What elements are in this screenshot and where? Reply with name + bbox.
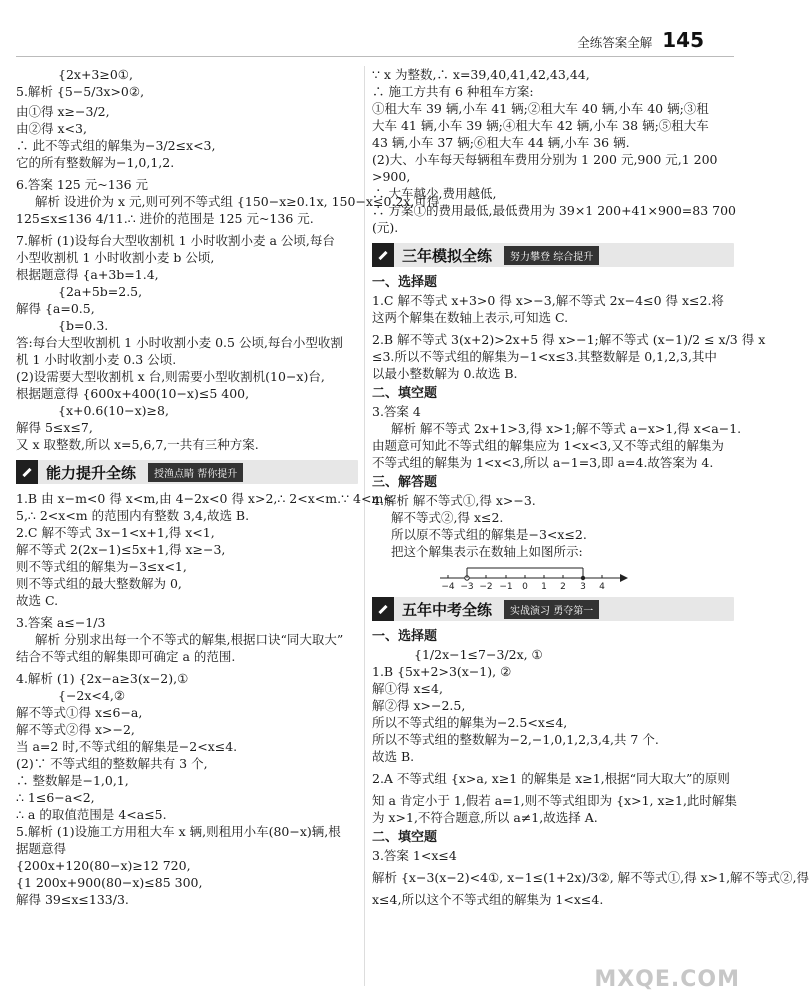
- text-line: 根据题意得 {600x+400(10−x)≤5 400,: [16, 386, 250, 401]
- tick-label: 0: [522, 582, 528, 592]
- text-line: 解②得 x>−2.5,: [372, 698, 466, 713]
- text-line: 答:每台大型收割机 1 小时收割小麦 0.5 公顷,每台小型收割: [16, 335, 343, 350]
- pencil-icon: [372, 243, 394, 267]
- text-line: 当 a=2 时,不等式组的解集是−2<x≤4.: [16, 739, 238, 754]
- text-line: {200x+120(80−x)≥12 720,: [16, 858, 191, 873]
- text-line: 大车 41 辆,小车 39 辆;④租大车 42 辆,小车 38 辆;⑤租大车: [372, 118, 709, 133]
- text-line: {b=0.3.: [58, 318, 109, 333]
- subsection-heading: 一、选择题: [372, 629, 438, 644]
- header-rule: [16, 56, 734, 57]
- text-line: 1.B 由 x−m<0 得 x<m,由 4−2x<0 得 x>2,∴ 2<x<m.∵ 4<m<: [16, 491, 394, 506]
- banner-title: 能力提升全练: [46, 463, 137, 482]
- text-line: {−2x<4,②: [58, 688, 126, 703]
- tick-label: 1: [541, 582, 547, 592]
- text-line: 2.C 解不等式 3x−1<x+1,得 x<1,: [16, 525, 215, 540]
- text-line: 5.解析 {5−5/3x>0②,: [16, 84, 145, 99]
- text-line: {1/2x−1≤7−3/2x, ①: [414, 647, 543, 662]
- tick-label: −1: [499, 582, 513, 592]
- text-line: ≤3.所以不等式组的解集为−1<x≤3.其整数解是 0,1,2,3,其中: [372, 349, 717, 364]
- text-line: 7.解析 (1)设每台大型收割机 1 小时收割小麦 a 公顷,每台: [16, 233, 335, 248]
- text-line: 结合不等式组的解集即可确定 a 的范围.: [16, 649, 236, 664]
- text-line: ∴ 方案①的费用最低,最低费用为 39×1 200+41×900=83 700: [372, 203, 737, 218]
- text-line: 所以原不等式组的解集是−3<x≤2.: [391, 527, 587, 542]
- text-line: 由题意可知此不等式组的解集应为 1<x<3,又不等式组的解集为: [372, 438, 724, 453]
- text-line: x≤4,所以这个不等式组的解集为 1<x≤4.: [372, 892, 604, 907]
- banner-title: 三年模拟全练: [402, 246, 493, 265]
- text-line: ∴ 大车越少,费用越低,: [372, 186, 497, 201]
- banner-subtitle: 努力攀登 综合提升: [504, 246, 599, 265]
- text-line: ①租大车 39 辆,小车 41 辆;②租大车 40 辆,小车 40 辆;③租: [372, 101, 709, 116]
- text-line: 则不等式组的解集为−3≤x<1,: [16, 559, 187, 574]
- text-line: 知 a 肯定小于 1,假若 a=1,则不等式组即为 {x>1, x≥1,此时解集: [372, 793, 737, 808]
- text-line: 据题意得: [16, 841, 67, 856]
- text-line: 3.答案 4: [372, 404, 421, 419]
- text-line: 机 1 小时收割小麦 0.3 公顷.: [16, 352, 177, 367]
- number-line-figure: [372, 560, 734, 590]
- text-line: 125≤x≤136 4/11.∴ 进价的范围是 125 元~136 元.: [16, 211, 314, 226]
- subsection-heading: 三、解答题: [372, 475, 438, 490]
- section-banner-ability: [16, 460, 358, 484]
- text-line: (元).: [372, 220, 399, 235]
- subsection-heading: 一、选择题: [372, 275, 438, 290]
- text-line: >900,: [372, 169, 411, 184]
- text-line: ∴ 施工方共有 6 种租车方案:: [372, 84, 534, 99]
- text-line: 解析 设进价为 x 元,则可列不等式组 {150−x≥0.1x, 150−x≤0.2x,可得: [35, 194, 440, 209]
- tick-label: 4: [599, 582, 605, 592]
- section-banner-five-year: [372, 597, 734, 621]
- text-line: 解析 分别求出每一个不等式的解集,根据口诀“同大取大”: [35, 632, 344, 647]
- text-line: 以最小整数解为 0.故选 B.: [372, 366, 518, 381]
- text-line: 这两个解集在数轴上表示,可知选 C.: [372, 310, 569, 325]
- watermark-logo: MXQE.COM: [594, 967, 740, 992]
- tick-label: 2: [560, 582, 566, 592]
- text-line: 43 辆,小车 37 辆;⑥租大车 44 辆,小车 36 辆.: [372, 135, 630, 150]
- text-line: 1.B {5x+2>3(x−1), ②: [372, 664, 512, 679]
- text-line: 解析 解不等式 2x+1>3,得 x>1;解不等式 a−x>1,得 x<a−1.: [391, 421, 742, 436]
- text-line: 解①得 x≤4,: [372, 681, 443, 696]
- banner-subtitle: 授渔点睛 帮你提升: [148, 463, 243, 482]
- text-line: ∴ a 的取值范围是 4<a≤5.: [16, 807, 167, 822]
- subsection-heading: 二、填空题: [372, 386, 438, 401]
- subsection-heading: 二、填空题: [372, 830, 438, 845]
- right-column: [372, 66, 809, 908]
- text-line: 为 x>1,不符合题意,所以 a≠1,故选择 A.: [372, 810, 598, 825]
- text-line: 3.答案 a≤−1/3: [16, 615, 106, 630]
- tick-label: −4: [441, 582, 455, 592]
- text-line: (2)大、小车每天每辆租车费用分别为 1 200 元,900 元,1 200: [372, 152, 718, 167]
- text-line: 由②得 x<3,: [16, 121, 87, 136]
- text-line: 2.A 不等式组 {x>a, x≥1 的解集是 x≥1,根据“同大取大”的原则: [372, 771, 730, 786]
- text-line: 解得 39≤x≤133/3.: [16, 892, 129, 907]
- pencil-icon: [16, 460, 38, 484]
- text-line: 又 x 取整数,所以 x=5,6,7,一共有三种方案.: [16, 437, 259, 452]
- axis-arrow-icon: [620, 574, 628, 582]
- text-line: 解不等式②得 x>−2,: [16, 722, 135, 737]
- text-line: 解不等式 2(2x−1)≤5x+1,得 x≥−3,: [16, 542, 226, 557]
- tick-label: −2: [479, 582, 493, 592]
- text-line: 4.解析 解不等式①,得 x>−3.: [372, 493, 536, 508]
- text-line: {x+0.6(10−x)≥8,: [58, 403, 169, 418]
- text-line: 故选 C.: [16, 593, 59, 608]
- text-line: 解不等式②,得 x≤2.: [391, 510, 504, 525]
- text-line: (2)∵ 不等式组的整数解共有 3 个,: [16, 756, 208, 771]
- text-line: 1.C 解不等式 x+3>0 得 x>−3,解不等式 2x−4≤0 得 x≤2.将: [372, 293, 724, 308]
- text-line: 故选 B.: [372, 749, 415, 764]
- text-line: 根据题意得 {a+3b=1.4,: [16, 267, 159, 282]
- text-line: 解得 {a=0.5,: [16, 301, 95, 316]
- text-line: 解不等式①得 x≤6−a,: [16, 705, 143, 720]
- text-line: ∵ x 为整数,∴ x=39,40,41,42,43,44,: [372, 67, 590, 82]
- text-line: ∴ 整数解是−1,0,1,: [16, 773, 129, 788]
- text-line: {2a+5b=2.5,: [58, 284, 143, 299]
- tick-label: −3: [460, 582, 474, 592]
- text-line: 2.B 解不等式 3(x+2)>2x+5 得 x>−1;解不等式 (x−1)/2 ≤ x/3 得 x: [372, 332, 766, 347]
- text-line: 把这个解集表示在数轴上如图所示:: [391, 544, 583, 559]
- text-line: 所以不等式组的整数解为−2,−1,0,1,2,3,4,共 7 个.: [372, 732, 659, 747]
- section-banner-three-year: [372, 243, 734, 267]
- text-line: 3.答案 1<x≤4: [372, 848, 457, 863]
- text-line: ∴ 此不等式组的解集为−3/2≤x<3,: [16, 138, 216, 153]
- text-line: ∴ 1≤6−a<2,: [16, 790, 95, 805]
- text-line: {1 200x+900(80−x)≤85 300,: [16, 875, 203, 890]
- text-line: 不等式组的解集为 1<x<3,所以 a−1=3,即 a=4.故答案为 4.: [372, 455, 714, 470]
- header-title: 全练答案全解: [577, 35, 653, 50]
- text-line: 它的所有整数解为−1,0,1,2.: [16, 155, 175, 170]
- text-line: 则不等式组的最大整数解为 0,: [16, 576, 182, 591]
- tick-label: 3: [580, 582, 586, 592]
- text-line: 所以不等式组的解集为−2.5<x≤4,: [372, 715, 568, 730]
- text-line: 5,∴ 2<x<m 的范围内有整数 3,4,故选 B.: [16, 508, 250, 523]
- text-line: 4.解析 (1) {2x−a≥3(x−2),①: [16, 671, 189, 686]
- text-line: 5.解析 (1)设施工方用租大车 x 辆,则租用小车(80−x)辆,根: [16, 824, 341, 839]
- text-line: 解得 5≤x≤7,: [16, 420, 93, 435]
- text-line: 由①得 x≥−3/2,: [16, 104, 110, 119]
- banner-title: 五年中考全练: [402, 600, 493, 619]
- page-number: 145: [662, 28, 704, 52]
- text-line: 解析 {x−3(x−2)<4①, x−1≤(1+2x)/3②, 解不等式①,得 x>1,解不等式②,得: [372, 870, 809, 885]
- page-header: [577, 28, 704, 52]
- text-line: (2)设需要大型收割机 x 台,则需要小型收割机(10−x)台,: [16, 369, 325, 384]
- text-line: 小型收割机 1 小时收割小麦 b 公顷,: [16, 250, 215, 265]
- pencil-icon: [372, 597, 394, 621]
- text-line: {2x+3≥0①,: [58, 67, 133, 82]
- text-line: 6.答案 125 元~136 元: [16, 177, 149, 192]
- banner-subtitle: 实战演习 勇夺第一: [504, 600, 599, 619]
